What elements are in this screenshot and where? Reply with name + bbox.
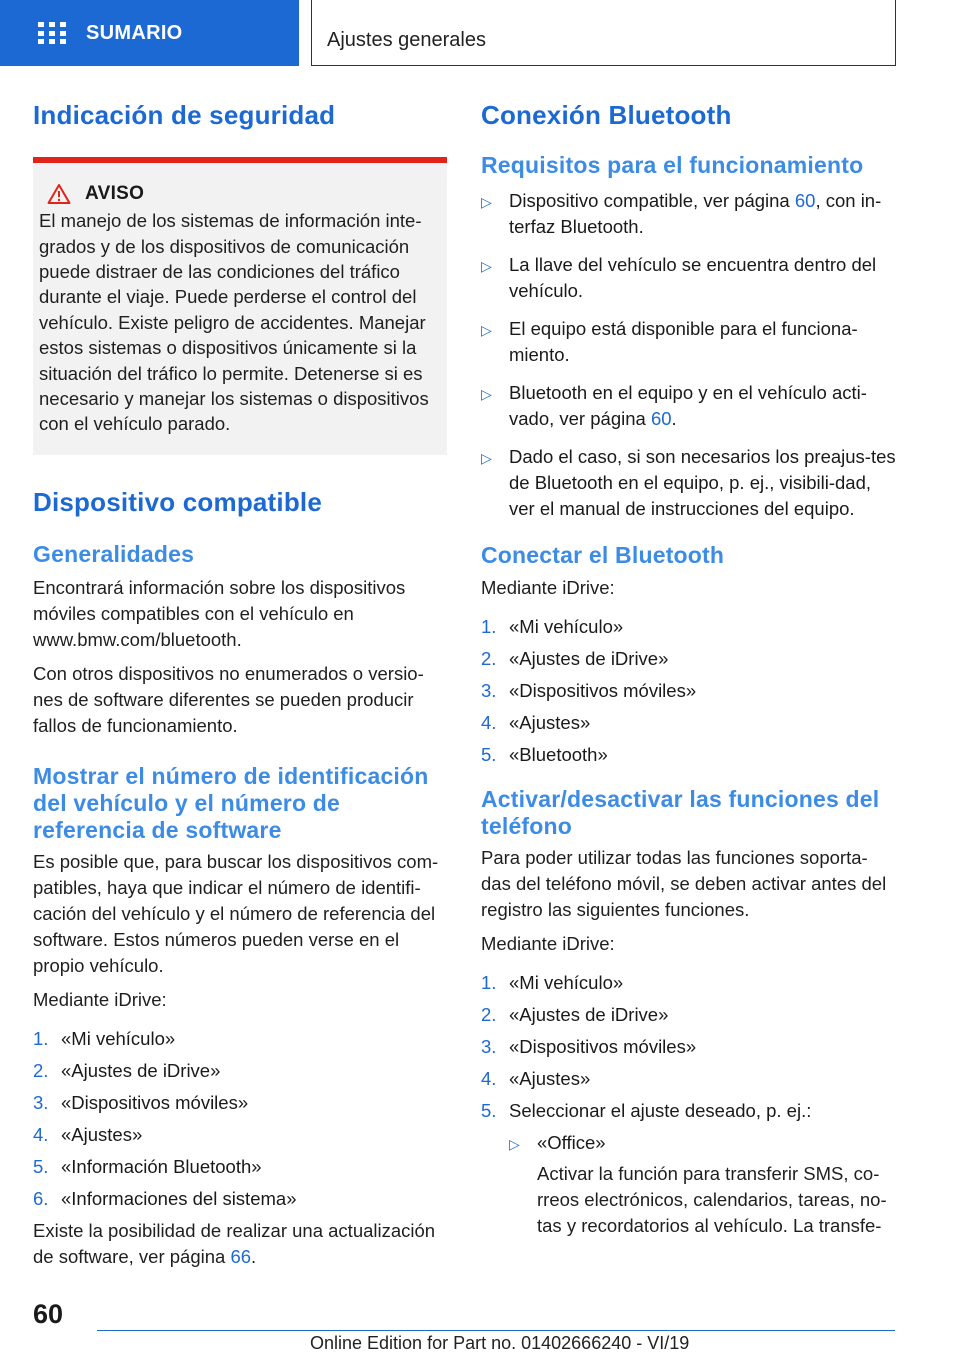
list-item: 3. «Dispositivos móviles»: [481, 680, 697, 702]
requirements-heading: Requisitos para el funcionamiento: [481, 152, 864, 179]
triangle-bullet-icon: ▷: [481, 449, 492, 466]
connect-steps-list: [481, 614, 896, 768]
warning-box: [33, 157, 447, 455]
page-60-link[interactable]: 60: [794, 189, 816, 211]
sumario-label: SUMARIO: [86, 21, 183, 44]
list-item: ▷ El equipo está disponible para el funciona-miento.: [481, 316, 896, 368]
vin-heading: Mostrar el número de identificación del vehículo y el número de referencia de software: [33, 762, 429, 843]
office-description: Activar la función para transferir SMS, co-rreos electrónicos, calendarios, tareas, no-tas y recordatorios al vehículo. La transfe-: [537, 1163, 887, 1237]
triangle-bullet-icon: ▷: [509, 1136, 520, 1153]
security-heading: Indicación de seguridad: [33, 100, 336, 130]
page-number: 60: [33, 1299, 64, 1329]
update-paragraph: Existe la posibilidad de realizar una actualización de software, ver página 66.: [33, 1219, 436, 1267]
warning-triangle-icon: [47, 183, 71, 205]
requirements-list: [481, 188, 896, 522]
vin-steps-list: [33, 1026, 447, 1212]
list-item: ▷ Bluetooth en el equipo y en el vehículo acti-vado, ver página 60.: [481, 380, 896, 432]
list-item: ▷ Dispositivo compatible, ver página 60, con in-terfaz Bluetooth.: [481, 188, 896, 240]
section-breadcrumb[interactable]: [311, 0, 896, 66]
connect-heading: Conectar el Bluetooth: [481, 541, 725, 568]
page-66-link[interactable]: 66: [230, 1245, 252, 1267]
list-item: 2. «Ajustes de iDrive»: [481, 1004, 669, 1026]
list-item: 5. «Bluetooth»: [481, 744, 608, 766]
triangle-bullet-icon: ▷: [481, 257, 492, 274]
generalities-paragraph-2: Con otros dispositivos no enumerados o versio-nes de software diferentes se pueden producir fallos de funcionamiento.: [33, 662, 424, 736]
phone-functions-heading: Activar/desactivar las funciones del teléfono: [481, 786, 880, 840]
phone-functions-paragraph: Para poder utilizar todas las funciones soporta-das del teléfono móvil, se deben activar antes del registro las siguientes funciones.: [481, 847, 887, 921]
vin-paragraph: Es posible que, para buscar los dispositivos com-patibles, haya que indicar el número de identifi-cación del vehículo y el número de referencia del software. Estos números pueden verse en el propio vehículo.: [33, 850, 439, 976]
list-item: 1. «Mi vehículo»: [33, 1027, 176, 1049]
list-item: 6. «Informaciones del sistema»: [33, 1187, 297, 1209]
list-item: 2. «Ajustes de iDrive»: [481, 648, 669, 670]
bluetooth-heading: Conexión Bluetooth: [481, 100, 732, 130]
list-item: 1. «Mi vehículo»: [481, 616, 624, 638]
device-heading: Dispositivo compatible: [33, 486, 323, 517]
phone-idrive-intro: Mediante iDrive:: [481, 933, 615, 955]
list-item: 4. «Ajustes»: [481, 1068, 591, 1090]
list-item: 4. «Ajustes»: [481, 712, 591, 734]
triangle-bullet-icon: ▷: [481, 385, 492, 402]
list-item: ▷ Dado el caso, si son necesarios los preajus-tes de Bluetooth en el equipo, p. ej., visibili-dad, ver el manual de instrucciones del equipo.: [481, 444, 896, 522]
phone-steps-list: [481, 970, 896, 1124]
list-item: ▷ La llave del vehículo se encuentra dentro del vehículo.: [481, 252, 896, 304]
triangle-bullet-icon: ▷: [481, 193, 492, 210]
section-title: Ajustes generales: [327, 29, 486, 51]
warning-title: AVISO: [85, 183, 145, 205]
list-item: 1. «Mi vehículo»: [481, 972, 624, 994]
list-item: 5. «Información Bluetooth»: [33, 1155, 262, 1177]
connect-idrive-intro: Mediante iDrive:: [481, 577, 615, 599]
options-sublist: [509, 1130, 896, 1239]
list-item: 3. «Dispositivos móviles»: [33, 1091, 249, 1113]
warning-header: [47, 183, 439, 205]
list-item: 5. Seleccionar el ajuste deseado, p. ej.:: [481, 1100, 812, 1122]
warning-text: El manejo de los sistemas de información inte-grados y de los dispositivos de comunicación puede distraer de las condiciones del tráfico durante el viaje. Puede perderse el control del vehículo. Existe peligro de accidentes. Manejar estos sistemas o dispositivos únicamente si la situación del tráfico lo permite. Detenerse si es necesario y manejar los sistemas o dispositivos con el vehículo parado.: [39, 210, 429, 435]
vin-idrive-intro: Mediante iDrive:: [33, 988, 167, 1010]
footer-divider: [97, 1330, 895, 1331]
edition-footer: Online Edition for Part no. 01402666240 - VI/19: [310, 1333, 690, 1353]
list-item: 3. «Dispositivos móviles»: [481, 1036, 697, 1058]
sumario-button[interactable]: [0, 0, 299, 66]
list-item: [509, 1130, 896, 1239]
top-bar: [0, 0, 960, 66]
right-column: [481, 100, 896, 1241]
list-item: 4. «Ajustes»: [33, 1123, 143, 1145]
triangle-bullet-icon: ▷: [481, 321, 492, 338]
generalities-heading: Generalidades: [33, 541, 195, 568]
page-60-link[interactable]: 60: [650, 407, 672, 429]
generalities-paragraph-1: Encontrará información sobre los dispositivos móviles compatibles con el vehículo en www.bmw.com/bluetooth.: [33, 576, 406, 650]
list-item: 2. «Ajustes de iDrive»: [33, 1059, 221, 1081]
left-column: [33, 100, 447, 1270]
grid-menu-icon: [38, 22, 66, 44]
office-label: «Office»: [537, 1132, 606, 1154]
